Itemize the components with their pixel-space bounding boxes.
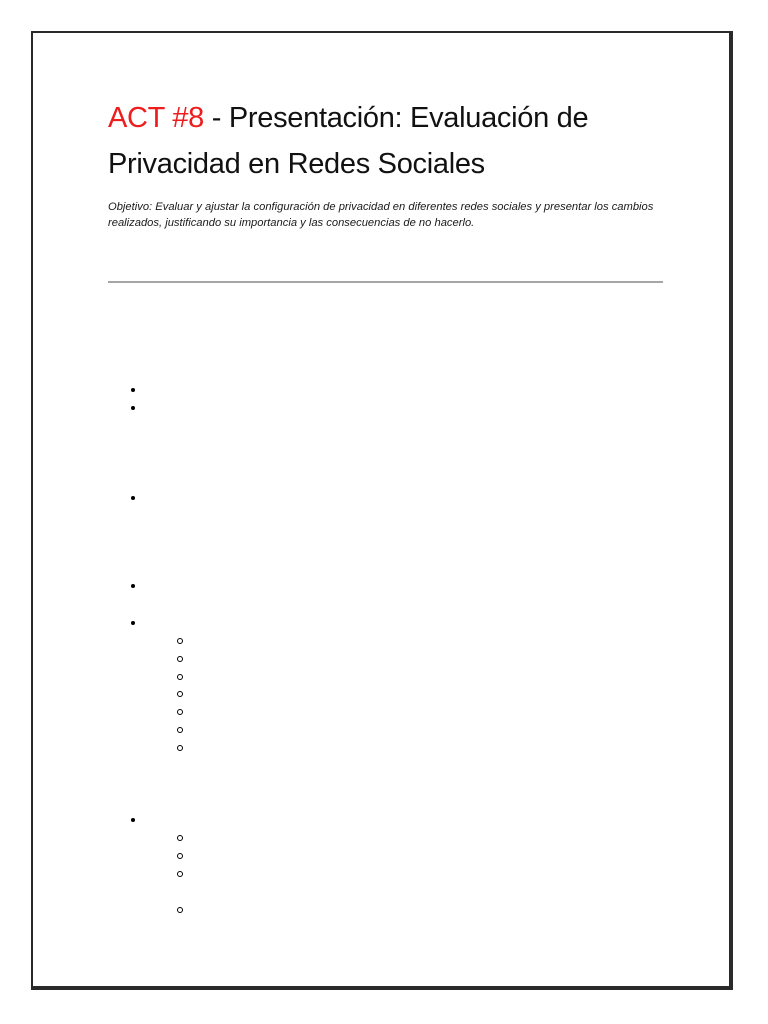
horizontal-divider [108,281,663,283]
bullet-disc-icon [130,579,138,593]
page-title [108,95,668,187]
title-rest: - Presentación: Evaluación de Privacidad en Redes Sociales [108,102,589,180]
bullet-circle-icon [176,652,184,666]
title-prefix: ACT #8 [108,102,204,134]
bullet-disc-icon [130,383,138,397]
document-page [31,31,733,990]
bullet-circle-icon [176,903,184,917]
bullet-circle-icon [176,723,184,737]
bullet-disc-icon [130,616,138,630]
bullet-circle-icon [176,670,184,684]
bullet-circle-icon [176,741,184,755]
bullet-circle-icon [176,634,184,648]
bullet-circle-icon [176,867,184,881]
bullet-disc-icon [130,401,138,415]
bullet-disc-icon [130,813,138,827]
bullet-circle-icon [176,831,184,845]
bullet-circle-icon [176,705,184,719]
objective-text: Objetivo: Evaluar y ajustar la configuración de privacidad en diferentes redes sociales y presentar los cambios realizados, justificando su importancia y las consecuencias de no hacerlo. [108,201,654,229]
bullet-circle-icon [176,687,184,701]
bullet-circle-icon [176,849,184,863]
bullet-disc-icon [130,491,138,505]
